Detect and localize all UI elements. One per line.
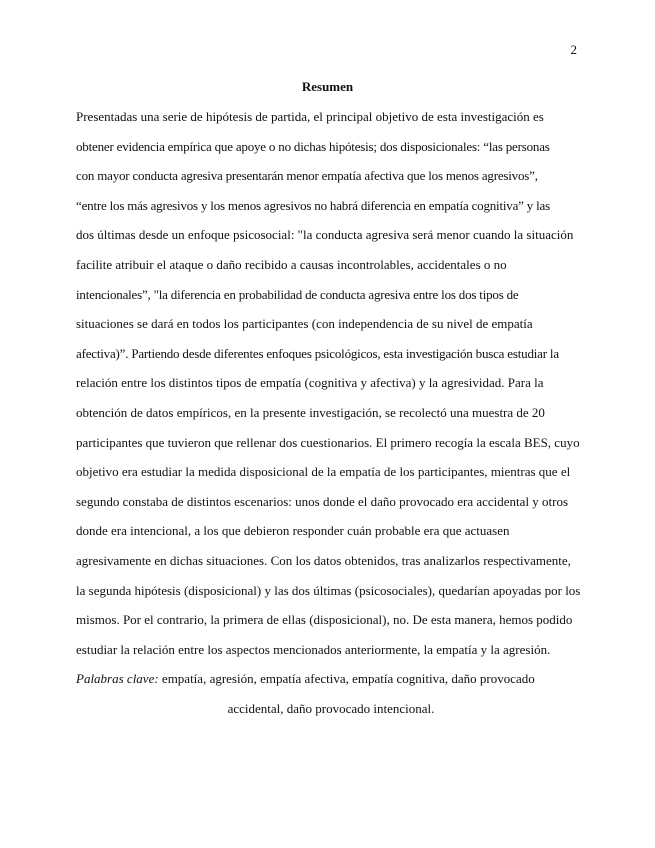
abstract-body [76, 108, 586, 729]
abstract-line: Presentadas una serie de hipótesis de partida, el principal objetivo de esta investigación es [76, 109, 544, 124]
abstract-line: donde era intencional, a los que debieron responder cuán probable era que actuasen [76, 523, 510, 539]
abstract-line: objetivo era estudiar la medida disposicional de la empatía de los participantes, mientras que el [76, 464, 571, 480]
keywords-text: empatía, agresión, empatía afectiva, empatía cognitiva, daño provocado [158, 671, 535, 687]
abstract-line: agresivamente en dichas situaciones. Con los datos obtenidos, tras analizarlos respectivamente, [76, 552, 571, 568]
abstract-line: afectiva)”. Partiendo desde diferentes enfoques psicológicos, esta investigación busca estudiar la [76, 345, 559, 361]
abstract-line: “entre los más agresivos y los menos agresivos no habrá diferencia en empatía cognitiva” y las [76, 197, 550, 213]
abstract-line: facilite atribuir el ataque o daño recibido a causas incontrolables, accidentales o no [76, 256, 507, 272]
abstract-line: la segunda hipótesis (disposicional) y las dos últimas (psicosociales), quedarían apoyadas por los [76, 582, 581, 598]
section-title: Resumen [301, 79, 354, 94]
page-number: 2 [570, 42, 577, 57]
keywords-continuation: accidental, daño provocado intencional. [227, 700, 435, 716]
abstract-line: estudiar la relación entre los aspectos mencionados anteriormente, la empatía y la agresión. [76, 641, 551, 657]
abstract-line: intencionales”, "la diferencia en probabilidad de conducta agresiva entre los dos tipos de [76, 286, 519, 302]
keywords-line [76, 670, 586, 700]
abstract-line: obtener evidencia empírica que apoye o no dichas hipótesis; dos disposicionales: “las personas [76, 138, 550, 154]
keywords-label: Palabras clave: [76, 671, 159, 687]
abstract-line: situaciones se dará en todos los participantes (con independencia de su nivel de empatía [76, 316, 533, 332]
abstract-line: con mayor conducta agresiva presentarán menor empatía afectiva que los menos agresivos”, [76, 168, 538, 184]
abstract-line: participantes que tuvieron que rellenar dos cuestionarios. El primero recogía la escala BES, cuyo [76, 434, 580, 450]
abstract-line: mismos. Por el contrario, la primera de ellas (disposicional), no. De esta manera, hemos podido [76, 612, 573, 628]
abstract-line: segundo constaba de distintos escenarios: unos donde el daño provocado era accidental y otros [76, 493, 569, 509]
abstract-line: dos últimas desde un enfoque psicosocial: "la conducta agresiva será menor cuando la situación [76, 227, 574, 243]
abstract-line: obtención de datos empíricos, en la presente investigación, se recolectó una muestra de 20 [76, 404, 545, 420]
abstract-line: relación entre los distintos tipos de empatía (cognitiva y afectiva) y la agresividad. Para la [76, 375, 544, 391]
